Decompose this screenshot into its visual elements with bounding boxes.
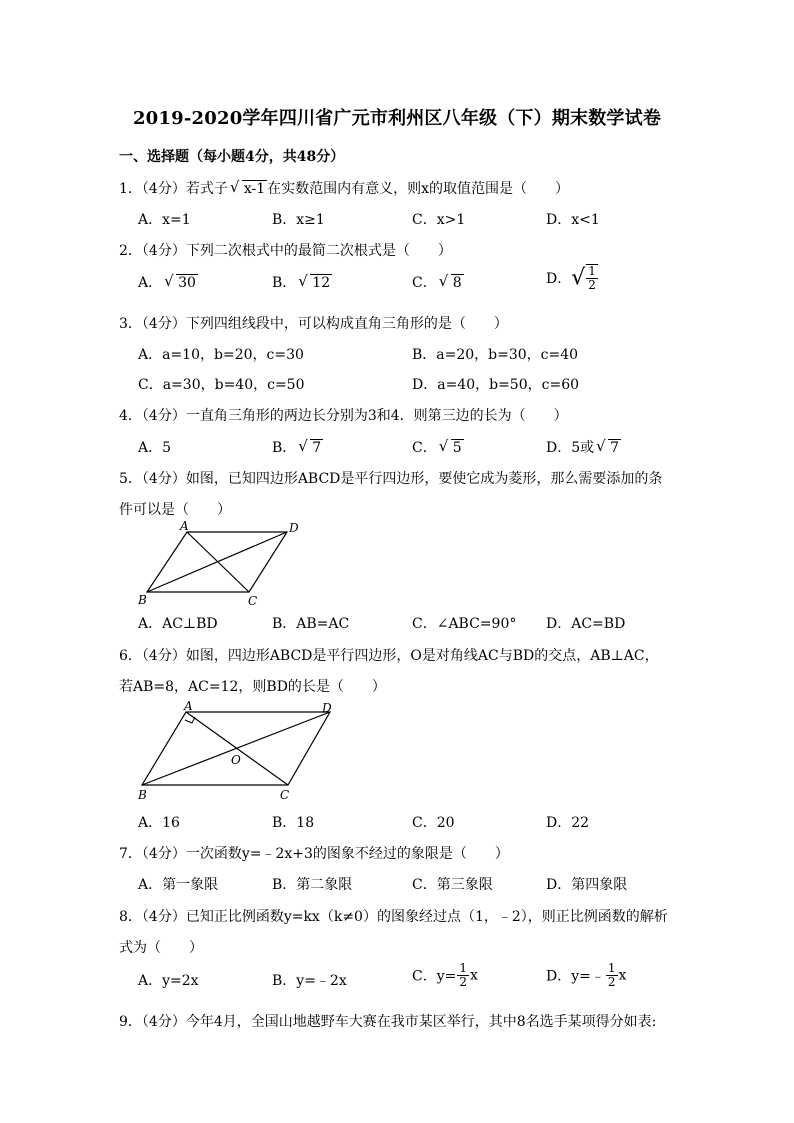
q6-label-a: A <box>184 699 193 713</box>
q6-label-c: C <box>280 788 290 802</box>
question-8-stem-line-1: 8．（4分）已知正比例函数y=kx（k≠0）的图象经过点（1，﹣2），则正比例函数的解析 <box>119 909 668 925</box>
q2-a-radicand: 30 <box>178 275 196 291</box>
q8-c-numerator: 1 <box>459 961 467 975</box>
q3-option-b[interactable]: B．a=20，b=30，c=40 <box>412 347 579 363</box>
q4-option-d[interactable] <box>546 437 621 457</box>
q4-d-prefix: D．5或 <box>546 440 595 456</box>
q6-diagonal-bd <box>142 712 330 785</box>
q2-b-prefix: B． <box>272 275 297 291</box>
q4-b-radicand: 7 <box>312 440 322 456</box>
q3-option-c[interactable]: C．a=30，b=40，c=50 <box>138 377 305 393</box>
q8-d-numerator: 1 <box>607 961 616 975</box>
q6-option-b[interactable]: B．18 <box>272 815 315 831</box>
q5-label-b: B <box>138 593 147 607</box>
q8-c-fraction <box>457 962 469 989</box>
q3-option-a[interactable]: A．a=10，b=20，c=30 <box>138 347 304 363</box>
q6-option-c[interactable]: C．20 <box>412 815 455 831</box>
q1-radicand: x-1 <box>243 181 266 197</box>
q4-option-c[interactable] <box>412 437 464 457</box>
q7-option-b[interactable]: B．第二象限 <box>272 877 353 893</box>
q5-option-d[interactable]: D．AC=BD <box>546 616 626 632</box>
q2-d-fraction <box>586 264 598 292</box>
q7-option-d[interactable]: D．第四象限 <box>546 877 628 893</box>
q4-b-radical: √ 7 <box>298 437 322 456</box>
q1-stem-post: 在实数范围内有意义，则x的取值范围是（ ） <box>267 181 570 197</box>
q2-option-c[interactable] <box>412 272 464 292</box>
section-heading: 一、选择题（每小题4分，共48分） <box>119 149 345 165</box>
q8-option-a[interactable]: A．y=2x <box>138 973 199 989</box>
q5-option-c[interactable]: C．∠ABC=90° <box>412 616 517 632</box>
question-8-stem-line-2: 式为（ ） <box>119 940 203 956</box>
q6-option-a[interactable]: A．16 <box>138 815 180 831</box>
q2-b-radical: √ 12 <box>298 272 331 291</box>
question-5-stem-line-1: 5．（4分）如图，已知四边形ABCD是平行四边形，要使它成为菱形，那么需要添加的条 <box>119 471 663 487</box>
q1-stem-pre: 1．（4分）若式子 <box>119 181 228 197</box>
q5-label-c: C <box>248 594 258 608</box>
question-3-stem: 3．（4分）下列四组线段中，可以构成直角三角形的是（ ） <box>119 316 508 332</box>
q5-label-a: A <box>180 519 189 533</box>
q2-d-denominator: 2 <box>588 278 596 292</box>
q2-b-radicand: 12 <box>312 275 331 291</box>
question-1-stem <box>119 178 569 198</box>
q1-option-b[interactable]: B．x≥1 <box>272 212 325 228</box>
q4-b-prefix: B． <box>272 440 297 456</box>
question-6-stem-line-2: 若AB=8，AC=12，则BD的长是（ ） <box>119 679 386 695</box>
q4-c-prefix: C． <box>412 440 437 456</box>
q1-option-a[interactable]: A．x=1 <box>138 212 191 228</box>
q8-d-fraction <box>606 962 618 989</box>
q5-option-b[interactable]: B．AB=AC <box>272 616 350 632</box>
q5-parallelogram-figure <box>130 518 320 608</box>
q5-label-d: D <box>289 521 299 535</box>
q8-c-suffix: x <box>470 967 478 984</box>
q4-option-b[interactable] <box>272 437 323 457</box>
q2-c-radicand: 8 <box>452 275 462 291</box>
q2-c-prefix: C． <box>412 275 437 291</box>
q8-c-prefix: C．y= <box>412 968 457 985</box>
q2-option-d[interactable] <box>546 264 599 292</box>
q6-label-d: D <box>322 701 332 715</box>
question-4-stem: 4．（4分）一直角三角形的两边长分别为3和4．则第三边的长为（ ） <box>119 408 568 424</box>
q7-option-a[interactable]: A．第一象限 <box>138 877 219 893</box>
q7-option-c[interactable]: C．第三象限 <box>412 877 493 893</box>
q1-option-d[interactable]: D．x<1 <box>546 212 600 228</box>
q8-d-suffix: x <box>618 967 627 984</box>
q6-option-d[interactable]: D．22 <box>546 815 590 831</box>
q2-a-prefix: A． <box>138 275 163 291</box>
q1-radical: √ x-1 <box>229 178 266 197</box>
q2-a-radical: √ 30 <box>164 272 196 291</box>
q5-option-a[interactable]: A．AC⊥BD <box>138 616 218 632</box>
q8-d-denominator: 2 <box>607 975 616 989</box>
q4-d-radical: √ 7 <box>596 437 620 456</box>
q4-d-radicand: 7 <box>610 440 620 456</box>
q8-c-denominator: 2 <box>459 975 467 989</box>
q4-c-radicand: 5 <box>452 440 462 456</box>
q8-option-c[interactable] <box>412 962 478 989</box>
q8-d-prefix: D．y=﹣ <box>546 968 605 985</box>
page-title: 2019-2020学年四川省广元市利州区八年级（下）期末数学试卷 <box>132 108 662 129</box>
q2-d-prefix: D． <box>546 271 572 287</box>
q8-option-d[interactable] <box>546 962 626 989</box>
q5-diagonal-bd <box>147 532 287 592</box>
question-6-stem-line-1: 6．（4分）如图，四边形ABCD是平行四边形，O是对角线AC与BD的交点，AB⊥AC， <box>119 648 659 664</box>
q2-option-a[interactable] <box>138 272 198 292</box>
q2-option-b[interactable] <box>272 272 332 292</box>
q6-label-b: B <box>138 788 147 802</box>
q2-d-numerator: 1 <box>588 264 596 278</box>
q8-option-b[interactable]: B．y=﹣2x <box>272 973 347 989</box>
q1-option-c[interactable]: C．x>1 <box>412 212 466 228</box>
q2-c-radical: √ 8 <box>438 272 462 291</box>
q3-option-d[interactable]: D．a=40，b=50，c=60 <box>412 377 580 393</box>
question-5-stem-line-2: 件可以是（ ） <box>119 502 231 518</box>
q4-c-radical: √ 5 <box>438 437 462 456</box>
q6-label-o: O <box>231 753 241 767</box>
question-2-stem: 2．（4分）下列二次根式中的最简二次根式是（ ） <box>119 243 452 259</box>
q2-d-radical-sign: √ <box>571 265 586 291</box>
q4-option-a[interactable]: A．5 <box>138 440 172 456</box>
question-7-stem: 7．（4分）一次函数y=﹣2x+3的图象不经过的象限是（ ） <box>119 846 509 862</box>
question-9-stem: 9．（4分）今年4月，全国山地越野车大赛在我市某区举行，其中8名选手某项得分如表: <box>119 1014 657 1030</box>
q6-parallelogram-figure <box>130 698 345 806</box>
